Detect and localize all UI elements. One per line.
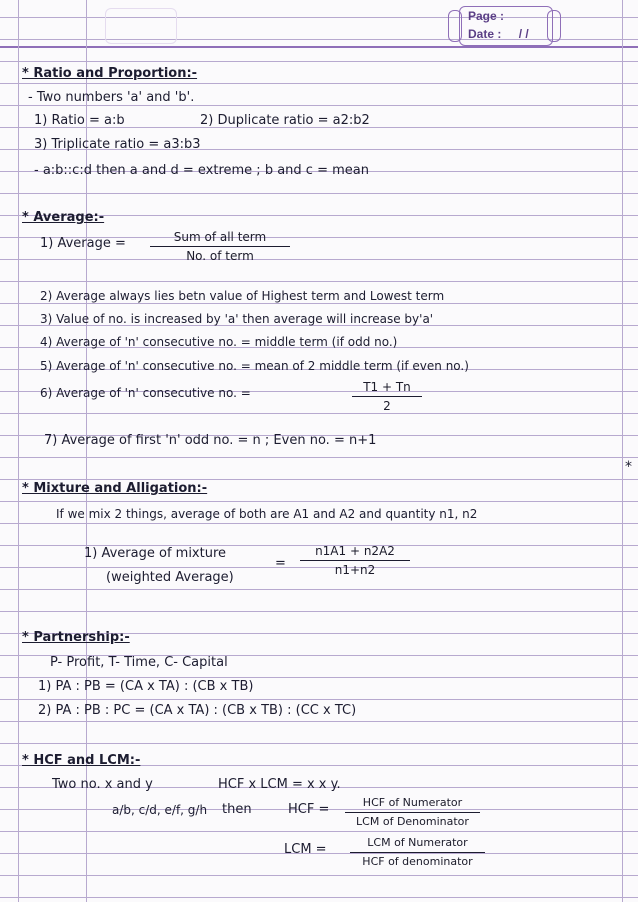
ghost-header-bleed [105, 8, 177, 44]
hcf-den: LCM of Denominator [356, 815, 469, 828]
scroll-left-ornament [448, 10, 462, 42]
hcf-heading: * HCF and LCM:- [22, 753, 141, 768]
lcm-num: LCM of Numerator [367, 836, 468, 849]
hcf-then: then [222, 802, 252, 817]
mixture-formula-num: n1A1 + n2A2 [315, 544, 395, 558]
fraction-bar [352, 396, 422, 397]
mixture-heading: * Mixture and Alligation:- [22, 481, 208, 496]
partnership-line-3: 2) PA : PB : PC = (CA x TA) : (CB x TB) : (CC x TC) [38, 703, 357, 718]
average-line-6-den: 2 [383, 399, 391, 413]
average-f1-fraction [150, 230, 290, 263]
margin-line-right [622, 0, 623, 902]
header-rule [0, 46, 638, 48]
page-date-box [459, 6, 553, 46]
hcf-fraction [345, 796, 480, 829]
ratio-line-4: - a:b::c:d then a and d = extreme ; b and c = mean [34, 163, 369, 178]
average-heading: * Average:- [22, 210, 105, 225]
mixture-formula-eq: = [275, 556, 286, 571]
average-line-7: 7) Average of first 'n' odd no. = n ; Even no. = n+1 [44, 433, 377, 448]
average-f1-label: 1) Average = [40, 236, 126, 251]
date-label [468, 27, 529, 41]
mixture-formula-label-1: 1) Average of mixture [84, 546, 227, 561]
mixture-formula-den: n1+n2 [334, 563, 376, 577]
average-f1-den: No. of term [186, 249, 254, 263]
hcf-num: HCF of Numerator [362, 796, 463, 809]
fraction-bar [345, 812, 480, 813]
average-line-6-label: 6) Average of 'n' consecutive no. = [40, 386, 251, 400]
partnership-heading: * Partnership:- [22, 630, 130, 645]
average-line-2: 2) Average always lies betn value of Highest term and Lowest term [40, 289, 445, 303]
average-f1-num: Sum of all term [173, 230, 267, 244]
average-line-6-fraction [352, 380, 422, 413]
hcf-label: HCF = [288, 802, 330, 817]
hcf-line-1b: HCF x LCM = x x y. [218, 777, 341, 792]
mixture-formula-fraction [300, 544, 410, 577]
mixture-line-1: If we mix 2 things, average of both are A1 and A2 and quantity n1, n2 [56, 507, 478, 521]
page-label: Page : [468, 9, 505, 23]
average-line-5: 5) Average of 'n' consecutive no. = mean of 2 middle term (if even no.) [40, 359, 469, 373]
lcm-label: LCM = [284, 842, 327, 857]
fraction-bar [350, 852, 485, 853]
mixture-formula-label-2: (weighted Average) [106, 570, 234, 585]
scroll-right-ornament [547, 10, 561, 42]
ratio-heading: * Ratio and Proportion:- [22, 66, 198, 81]
date-label-text: Date : [468, 27, 502, 41]
margin-line-left [18, 0, 19, 902]
ratio-line-2a: 1) Ratio = a:b [34, 113, 125, 128]
date-value: / / [518, 27, 529, 41]
average-line-6-num: T1 + Tn [363, 380, 411, 394]
ratio-line-3: 3) Triplicate ratio = a3:b3 [34, 137, 201, 152]
lcm-fraction [350, 836, 485, 869]
hcf-line-1a: Two no. x and y [52, 777, 153, 792]
partnership-line-2: 1) PA : PB = (CA x TA) : (CB x TB) [38, 679, 254, 694]
lcm-den: HCF of denominator [362, 855, 473, 868]
margin-star: * [625, 459, 632, 475]
ratio-line-2b: 2) Duplicate ratio = a2:b2 [200, 113, 370, 128]
average-line-3: 3) Value of no. is increased by 'a' then average will increase by'a' [40, 312, 434, 326]
average-line-4: 4) Average of 'n' consecutive no. = middle term (if odd no.) [40, 335, 398, 349]
fraction-bar [300, 560, 410, 561]
partnership-line-1: P- Profit, T- Time, C- Capital [50, 655, 228, 670]
ratio-line-1: - Two numbers 'a' and 'b'. [28, 90, 195, 105]
hcf-fractions: a/b, c/d, e/f, g/h [112, 803, 208, 817]
fraction-bar [150, 246, 290, 247]
